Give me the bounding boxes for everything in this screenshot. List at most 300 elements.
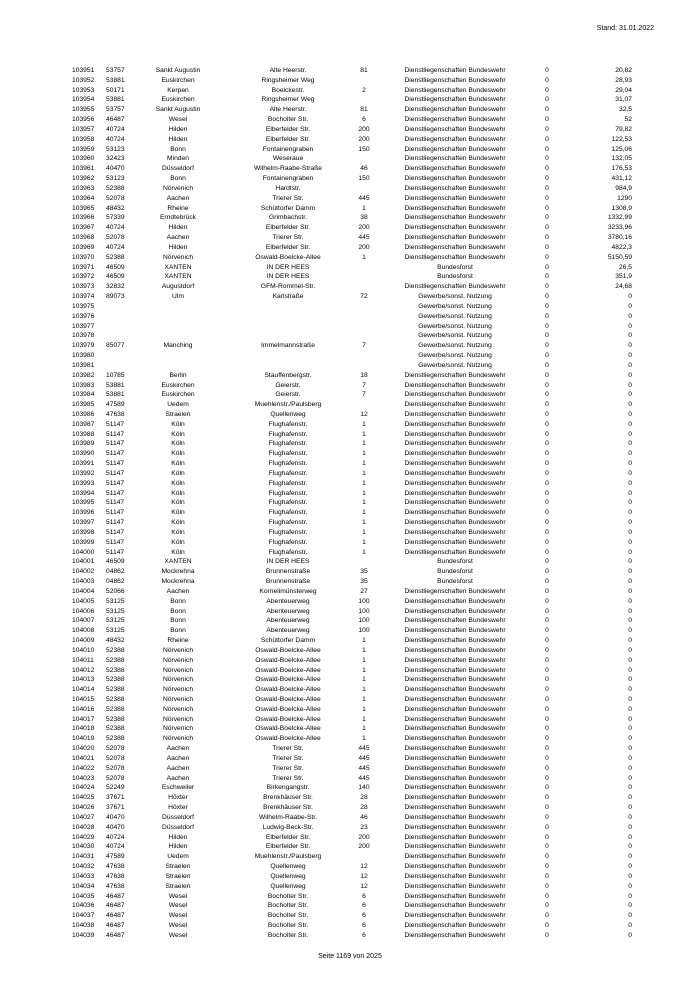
cell-house-number: 7: [362, 381, 366, 389]
table-row: [72, 528, 632, 538]
cell-row-id: 103963: [72, 184, 95, 192]
stand-date-label: Stand: 31.01.2022: [596, 25, 654, 32]
cell-street: Karlstraße: [272, 293, 304, 301]
cell-row-id: 104009: [72, 637, 95, 645]
cell-house-number: 46: [360, 813, 368, 821]
cell-zero-value: 0: [545, 352, 549, 360]
cell-row-id: 104002: [72, 568, 95, 576]
cell-zero-value: 0: [545, 450, 549, 458]
cell-house-number: 1: [362, 646, 366, 654]
cell-city: Euskirchen: [161, 381, 195, 389]
cell-house-number: [350, 331, 378, 341]
cell-row-id: 104022: [72, 764, 95, 772]
cell-street: Trierer Str.: [272, 764, 304, 772]
cell-street: Birkengangstr.: [266, 784, 310, 792]
cell-row-id: 104015: [72, 696, 95, 703]
cell-postal-code: 51147: [106, 469, 125, 477]
cell-usage-type: Dienstliegenschaften Bundeswehr: [404, 597, 506, 605]
table-row: [72, 263, 632, 273]
cell-usage-type: Dienstliegenschaften Bundeswehr: [404, 450, 506, 458]
cell-usage-type: Dienstliegenschaften Bundeswehr: [404, 224, 506, 232]
cell-zero-value: 0: [545, 135, 549, 143]
cell-area-value: 0: [628, 764, 632, 772]
cell-city: Aachen: [166, 587, 190, 595]
cell-usage-type: Dienstliegenschaften Bundeswehr: [404, 96, 506, 104]
cell-usage-type: Dienstliegenschaften Bundeswehr: [404, 243, 506, 251]
cell-usage-type: Dienstliegenschaften Bundeswehr: [404, 135, 506, 143]
table-row: [72, 233, 632, 243]
cell-row-id: 104023: [72, 774, 95, 782]
cell-city: Aachen: [166, 194, 190, 202]
cell-postal-code: 51147: [106, 489, 125, 497]
cell-area-value: 0: [628, 892, 632, 900]
cell-street: [226, 351, 350, 361]
cell-house-number: [350, 351, 378, 361]
cell-usage-type: Dienstliegenschaften Bundeswehr: [404, 145, 506, 153]
cell-area-value: 0: [628, 804, 632, 812]
cell-area-value: 0: [628, 705, 632, 713]
table-row: [72, 145, 632, 155]
cell-area-value: 0: [628, 332, 632, 340]
cell-zero-value: 0: [545, 184, 549, 192]
table-row: [72, 361, 632, 371]
cell-postal-code: 37671: [106, 794, 125, 802]
cell-city: Euskirchen: [161, 96, 195, 104]
cell-street: Elberfelder Str.: [265, 224, 311, 232]
cell-postal-code: 47638: [106, 872, 125, 880]
cell-city: Nörvenich: [162, 705, 194, 713]
cell-row-id: 103992: [72, 469, 95, 477]
cell-street: [226, 322, 350, 332]
cell-zero-value: 0: [545, 794, 549, 802]
cell-postal-code: [106, 351, 130, 361]
cell-house-number: 150: [358, 145, 370, 153]
cell-city: Wesel: [168, 912, 188, 920]
table-row: [72, 115, 632, 125]
cell-area-value: 0: [628, 745, 632, 753]
cell-usage-type: Dienstliegenschaften Bundeswehr: [404, 823, 506, 831]
table-row: [72, 892, 632, 902]
cell-zero-value: 0: [545, 676, 549, 684]
cell-street: Abenteuerweg: [266, 597, 310, 605]
table-row: [72, 774, 632, 784]
table-row: [72, 754, 632, 764]
cell-area-value: 0: [628, 538, 632, 546]
cell-city: Nörvenich: [162, 184, 194, 192]
cell-postal-code: 48432: [106, 637, 125, 645]
cell-usage-type: Dienstliegenschaften Bundeswehr: [404, 371, 506, 379]
cell-city: Nörvenich: [162, 725, 194, 733]
cell-house-number: 6: [362, 892, 366, 900]
cell-street: [226, 361, 350, 371]
cell-postal-code: 53125: [106, 627, 125, 635]
cell-usage-type: Dienstliegenschaften Bundeswehr: [404, 106, 506, 114]
cell-zero-value: 0: [545, 892, 549, 900]
cell-row-id: 103962: [72, 175, 95, 183]
cell-area-value: 0: [628, 509, 632, 517]
cell-area-value: 31,07: [615, 96, 632, 104]
cell-city: Düsseldorf: [162, 813, 194, 821]
cell-zero-value: 0: [545, 813, 549, 821]
cell-row-id: 103977: [72, 322, 95, 330]
cell-usage-type: Dienstliegenschaften Bundeswehr: [404, 607, 506, 615]
cell-area-value: 0: [628, 469, 632, 477]
cell-usage-type: Dienstliegenschaften Bundeswehr: [404, 489, 506, 497]
table-row: [72, 184, 632, 194]
table-row: [72, 813, 632, 823]
cell-zero-value: 0: [545, 509, 549, 517]
cell-usage-type: Dienstliegenschaften Bundeswehr: [404, 705, 506, 713]
cell-street: Elberfelder Str.: [265, 243, 311, 251]
cell-row-id: 103983: [72, 381, 95, 389]
cell-city: Köln: [171, 420, 185, 428]
cell-zero-value: 0: [545, 617, 549, 625]
cell-city: Aachen: [166, 764, 190, 772]
cell-zero-value: 0: [545, 440, 549, 448]
cell-postal-code: 52078: [106, 764, 125, 772]
cell-house-number: 445: [358, 194, 370, 202]
table-row: [72, 607, 632, 617]
cell-city: Köln: [171, 519, 185, 527]
cell-usage-type: Dienstliegenschaften Bundeswehr: [404, 548, 506, 556]
cell-usage-type: Dienstliegenschaften Bundeswehr: [404, 754, 506, 762]
cell-postal-code: 51147: [106, 460, 125, 468]
cell-house-number: 445: [358, 745, 370, 753]
cell-postal-code: 51147: [106, 548, 125, 556]
cell-area-value: 0: [628, 420, 632, 428]
cell-postal-code: 51147: [106, 420, 125, 428]
cell-zero-value: 0: [545, 528, 549, 536]
cell-usage-type: Dienstliegenschaften Bundeswehr: [404, 686, 506, 694]
cell-usage-type: Dienstliegenschaften Bundeswehr: [404, 872, 506, 880]
cell-house-number: 38: [360, 214, 368, 222]
table-row: [72, 921, 632, 931]
cell-zero-value: 0: [545, 214, 549, 222]
cell-area-value: 0: [628, 519, 632, 527]
cell-row-id: 103990: [72, 450, 95, 458]
cell-area-value: 0: [628, 794, 632, 802]
cell-street: Trierer Str.: [272, 745, 304, 753]
cell-usage-type: Gewerbe/sonst. Nutzung: [418, 322, 492, 330]
cell-postal-code: 40470: [106, 823, 125, 831]
table-row: [72, 223, 632, 233]
cell-house-number: 12: [360, 872, 368, 880]
cell-zero-value: 0: [545, 931, 549, 939]
cell-usage-type: Dienstliegenschaften Bundeswehr: [404, 696, 506, 703]
cell-zero-value: 0: [545, 273, 549, 281]
cell-city: Köln: [171, 460, 185, 468]
cell-city: Wesel: [168, 116, 188, 124]
cell-postal-code: 40724: [106, 833, 125, 841]
table-row: [72, 331, 632, 341]
cell-row-id: 103996: [72, 509, 95, 517]
table-row: [72, 567, 632, 577]
cell-zero-value: 0: [545, 725, 549, 733]
cell-row-id: 103951: [72, 67, 95, 74]
cell-row-id: 103964: [72, 194, 95, 202]
cell-street: Brenkhäuser Str.: [263, 804, 313, 812]
table-row: [72, 479, 632, 489]
cell-street: Trierer Str.: [272, 194, 304, 202]
cell-row-id: 103966: [72, 214, 95, 222]
cell-house-number: 445: [358, 234, 370, 242]
cell-postal-code: 40724: [106, 224, 125, 232]
cell-street: Stauffenbergstr.: [264, 371, 312, 379]
cell-city: Augustdorf: [161, 283, 195, 291]
cell-zero-value: 0: [545, 391, 549, 399]
cell-zero-value: 0: [545, 293, 549, 301]
cell-row-id: 104024: [72, 784, 95, 792]
cell-house-number: 6: [362, 902, 366, 910]
cell-street: Flughafenstr.: [268, 499, 308, 507]
cell-house-number: 1: [362, 686, 366, 694]
cell-usage-type: Dienstliegenschaften Bundeswehr: [404, 538, 506, 546]
cell-row-id: 104027: [72, 813, 95, 821]
cell-city: Wesel: [168, 902, 188, 910]
cell-house-number: 1: [362, 725, 366, 733]
cell-city: Bonn: [170, 627, 186, 635]
table-row: [72, 548, 632, 558]
cell-row-id: 103982: [72, 371, 95, 379]
cell-postal-code: [106, 331, 130, 341]
cell-usage-type: Dienstliegenschaften Bundeswehr: [404, 637, 506, 645]
cell-city: Mockrehna: [161, 578, 195, 586]
cell-zero-value: 0: [545, 578, 549, 586]
cell-postal-code: 53757: [106, 67, 125, 74]
cell-house-number: 200: [358, 125, 370, 133]
cell-city: XANTEN: [164, 558, 192, 566]
cell-house-number: 1: [362, 696, 366, 703]
cell-area-value: 0: [628, 302, 632, 310]
cell-street: Oswald-Boelcke-Allee: [255, 696, 321, 703]
cell-street: Grimbachstr.: [269, 214, 307, 222]
cell-city: Straelen: [165, 872, 191, 880]
cell-postal-code: 52388: [106, 666, 125, 674]
table-row: [72, 685, 632, 695]
cell-area-value: 0: [628, 813, 632, 821]
cell-postal-code: 52388: [106, 656, 125, 664]
table-row: [72, 911, 632, 921]
cell-zero-value: 0: [545, 224, 549, 232]
cell-area-value: 32,5: [618, 106, 632, 114]
cell-postal-code: [106, 302, 130, 312]
cell-house-number: [350, 322, 378, 332]
cell-row-id: 104018: [72, 725, 95, 733]
cell-area-value: 0: [628, 637, 632, 645]
cell-street: Quellenweg: [270, 882, 306, 890]
cell-house-number: 445: [358, 764, 370, 772]
cell-usage-type: Dienstliegenschaften Bundeswehr: [404, 116, 506, 124]
cell-zero-value: 0: [545, 106, 549, 114]
table-row: [72, 695, 632, 705]
cell-city: Nörvenich: [162, 666, 194, 674]
cell-area-value: 0: [628, 902, 632, 910]
cell-usage-type: Bundesforst: [437, 568, 473, 576]
cell-street: Trierer Str.: [272, 234, 304, 242]
cell-row-id: 104026: [72, 804, 95, 812]
cell-area-value: 3780,16: [607, 234, 632, 242]
cell-zero-value: 0: [545, 705, 549, 713]
cell-house-number: 200: [358, 243, 370, 251]
cell-house-number: [350, 272, 378, 282]
cell-zero-value: 0: [545, 332, 549, 340]
cell-street: Bocholter Str.: [267, 892, 309, 900]
cell-city: Rheine: [167, 637, 189, 645]
cell-postal-code: 46487: [106, 931, 125, 939]
cell-street: Bocholter Str.: [267, 912, 309, 920]
cell-street: Ringsheimer Weg: [261, 96, 315, 104]
cell-row-id: 104011: [72, 656, 94, 664]
cell-street: IN DER HEES: [266, 263, 310, 271]
cell-usage-type: Dienstliegenschaften Bundeswehr: [404, 656, 506, 664]
cell-city: Nörvenich: [162, 656, 194, 664]
cell-postal-code: 52249: [106, 784, 125, 792]
cell-city: Höxter: [168, 794, 188, 802]
cell-usage-type: Dienstliegenschaften Bundeswehr: [404, 401, 506, 409]
cell-city: Köln: [171, 430, 185, 438]
cell-row-id: 104028: [72, 823, 95, 831]
cell-area-value: 0: [628, 843, 632, 851]
cell-city: Aachen: [166, 745, 190, 753]
cell-street: Abenteuerweg: [266, 607, 310, 615]
cell-usage-type: Dienstliegenschaften Bundeswehr: [404, 725, 506, 733]
cell-area-value: 0: [628, 558, 632, 566]
cell-area-value: 0: [628, 578, 632, 586]
cell-city: Köln: [171, 509, 185, 517]
cell-street: Trierer Str.: [272, 754, 304, 762]
cell-area-value: 0: [628, 391, 632, 399]
cell-usage-type: Dienstliegenschaften Bundeswehr: [404, 460, 506, 468]
cell-city: Aachen: [166, 774, 190, 782]
cell-zero-value: 0: [545, 430, 549, 438]
cell-usage-type: Dienstliegenschaften Bundeswehr: [404, 499, 506, 507]
cell-usage-type: Dienstliegenschaften Bundeswehr: [404, 214, 506, 222]
cell-area-value: 0: [628, 666, 632, 674]
cell-city: [130, 351, 226, 361]
cell-street: Schüttorfer Damm: [260, 637, 316, 645]
cell-house-number: 6: [362, 931, 366, 939]
cell-street: Brunnenstraße: [265, 568, 311, 576]
cell-house-number: 1: [362, 509, 366, 517]
cell-postal-code: 51147: [106, 509, 125, 517]
cell-row-id: 104013: [72, 676, 95, 684]
cell-postal-code: 51147: [106, 519, 125, 527]
cell-street: Flughafenstr.: [268, 440, 308, 448]
cell-house-number: [350, 263, 378, 273]
cell-house-number: [350, 400, 378, 410]
cell-row-id: 104006: [72, 607, 95, 615]
cell-row-id: 104014: [72, 686, 95, 694]
cell-row-id: 103991: [72, 460, 95, 468]
cell-row-id: 103975: [72, 302, 95, 310]
cell-area-value: 0: [628, 499, 632, 507]
cell-house-number: 1: [362, 548, 366, 556]
cell-street: Flughafenstr.: [268, 420, 308, 428]
cell-street: Alte Heerstr.: [269, 106, 307, 114]
cell-area-value: 0: [628, 597, 632, 605]
cell-row-id: 103993: [72, 479, 95, 487]
table-row: [72, 105, 632, 115]
cell-zero-value: 0: [545, 696, 549, 703]
cell-area-value: 52: [624, 116, 632, 124]
cell-row-id: 103972: [72, 273, 95, 281]
cell-zero-value: 0: [545, 804, 549, 812]
cell-house-number: 12: [360, 410, 368, 418]
table-row: [72, 430, 632, 440]
table-row: [72, 154, 632, 164]
cell-city: Köln: [171, 528, 185, 536]
cell-house-number: 200: [358, 135, 370, 143]
cell-area-value: 0: [628, 715, 632, 723]
cell-zero-value: 0: [545, 499, 549, 507]
cell-house-number: 1: [362, 538, 366, 546]
cell-city: Straelen: [165, 863, 191, 871]
table-row: [72, 381, 632, 391]
cell-row-id: 104010: [72, 646, 95, 654]
cell-zero-value: 0: [545, 843, 549, 851]
table-row: [72, 272, 632, 282]
cell-postal-code: 51147: [106, 499, 125, 507]
cell-postal-code: 46509: [106, 263, 125, 271]
cell-postal-code: 53125: [106, 607, 125, 615]
cell-row-id: 103954: [72, 96, 95, 104]
cell-street: Oswald-Boelcke-Allee: [255, 676, 321, 684]
table-row: [72, 823, 632, 833]
cell-postal-code: 47638: [106, 882, 125, 890]
cell-zero-value: 0: [545, 597, 549, 605]
cell-area-value: 0: [628, 607, 632, 615]
cell-usage-type: Dienstliegenschaften Bundeswehr: [404, 528, 506, 536]
cell-usage-type: Dienstliegenschaften Bundeswehr: [404, 646, 506, 654]
cell-street: Bocholter Str.: [267, 931, 309, 939]
cell-house-number: 1: [362, 519, 366, 527]
table-row: [72, 498, 632, 508]
cell-city: Wesel: [168, 931, 188, 939]
table-row: [72, 538, 632, 548]
cell-usage-type: Dienstliegenschaften Bundeswehr: [404, 184, 506, 192]
cell-area-value: 122,53: [611, 135, 632, 143]
cell-street: Ludwig-Beck-Str.: [262, 823, 314, 831]
cell-area-value: 0: [628, 882, 632, 890]
cell-row-id: 103969: [72, 243, 95, 251]
cell-city: Hilden: [168, 843, 188, 851]
cell-area-value: 0: [628, 548, 632, 556]
cell-house-number: 6: [362, 912, 366, 920]
cell-postal-code: 40470: [106, 813, 125, 821]
cell-usage-type: Dienstliegenschaften Bundeswehr: [404, 804, 506, 812]
cell-street: Elberfelder Str.: [265, 135, 311, 143]
cell-zero-value: 0: [545, 234, 549, 242]
cell-area-value: 26,5: [618, 263, 632, 271]
cell-city: Köln: [171, 450, 185, 458]
cell-zero-value: 0: [545, 401, 549, 409]
cell-row-id: 103987: [72, 420, 95, 428]
cell-zero-value: 0: [545, 460, 549, 468]
cell-usage-type: Gewerbe/sonst. Nutzung: [418, 361, 492, 369]
cell-house-number: 6: [362, 116, 366, 124]
cell-usage-type: Bundesforst: [437, 558, 473, 566]
cell-house-number: [350, 76, 378, 86]
table-row: [72, 518, 632, 528]
cell-usage-type: Gewerbe/sonst. Nutzung: [418, 352, 492, 360]
cell-house-number: 12: [360, 882, 368, 890]
cell-city: XANTEN: [164, 273, 192, 281]
cell-house-number: 1: [362, 430, 366, 438]
cell-row-id: 103984: [72, 391, 95, 399]
cell-zero-value: 0: [545, 116, 549, 124]
cell-postal-code: 46487: [106, 892, 125, 900]
cell-zero-value: 0: [545, 76, 549, 84]
